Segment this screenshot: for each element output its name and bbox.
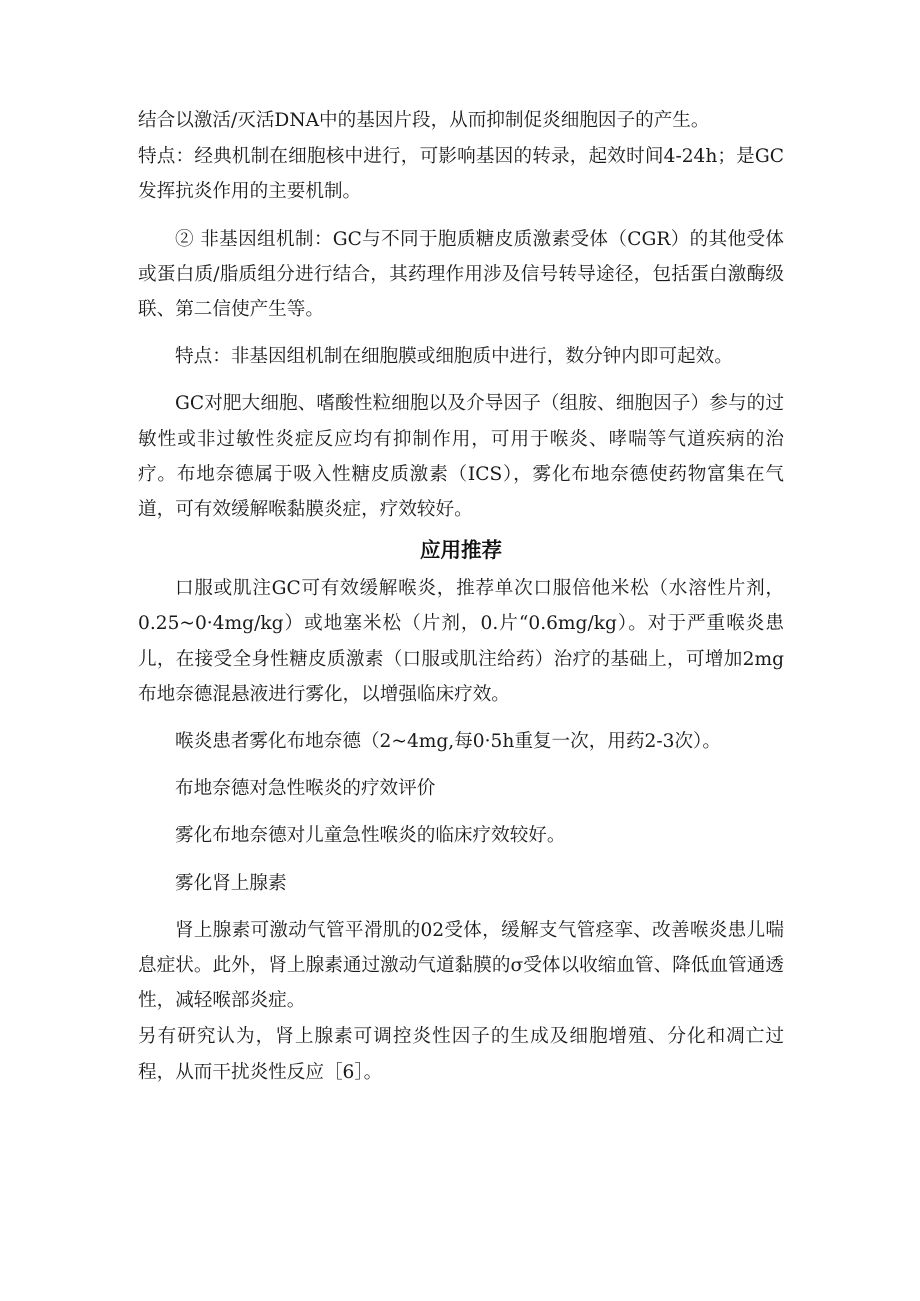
paragraph-nongenomic-mechanism: ② 非基因组机制：GC与不同于胞质糖皮质激素受体（CGR）的其他受体或蛋白质/脂质组分进行结合，其药理作用涉及信号转导途径，包括蛋白激酶级联、第二信使产生等。 <box>138 228 784 321</box>
paragraph-budesonide-dose: 喉炎患者雾化布地奈德（2~4mg,每0·5h重复一次，用药2-3次）。 <box>175 731 721 753</box>
subheading-budesonide-evaluation: 布地奈德对急性喉炎的疗效评价 <box>175 778 436 800</box>
paragraph-nongenomic-feature: 特点：非基因组机制在细胞膜或细胞质中进行，数分钟内即可起效。 <box>175 346 733 368</box>
paragraph-genomic-feature: 特点：经典机制在细胞核中进行，可影响基因的转录，起效时间4-24h；是GC发挥抗炎作用的主要机制。 <box>138 146 784 203</box>
paragraph-budesonide-efficacy: 雾化布地奈德对儿童急性喉炎的临床疗效较好。 <box>175 825 566 847</box>
paragraph-epinephrine-mechanism: 肾上腺素可激动气管平滑肌的02受体，缓解支气管痉挛、改善喉炎患儿喘息症状。此外，肾上腺素通过激动气道黏膜的σ受体以收缩血管、降低血管通透性，减轻喉部炎症。 <box>138 919 784 1012</box>
paragraph-gc-effects: GC对肥大细胞、嗜酸性粒细胞以及介导因子（组胺、细胞因子）参与的过敏性或非过敏性炎症反应均有抑制作用，可用于喉炎、哮喘等气道疾病的治疗。布地奈德属于吸入性糖皮质激素（ICS），雾化布地奈德使药物富集在气道，可有效缓解喉黏膜炎症，疗效较好。 <box>138 393 784 521</box>
document-body <box>138 103 784 1090</box>
paragraph-oral-gc: 口服或肌注GC可有效缓解喉炎，推荐单次口服倍他米松（水溶性片剂，0.25~0·4mg/kg）或地塞米松（片剂，0.片“0.6mg/kg）。对于严重喉炎患儿，在接受全身性糖皮质激素（口服或肌注给药）治疗的基础上，可增加2mg布地奈德混悬液进行雾化，以增强临床疗效。 <box>138 578 784 705</box>
paragraph-epinephrine-research: 另有研究认为，肾上腺素可调控炎性因子的生成及细胞增殖、分化和凋亡过程，从而干扰炎性反应［6］。 <box>138 1026 784 1083</box>
subheading-nebulized-epinephrine: 雾化肾上腺素 <box>175 872 287 894</box>
section-heading-recommendation: 应用推荐 <box>420 538 502 563</box>
paragraph-gene-fragment: 结合以激活/灭活DNA中的基因片段，从而抑制促炎细胞因子的产生。 <box>138 110 710 131</box>
